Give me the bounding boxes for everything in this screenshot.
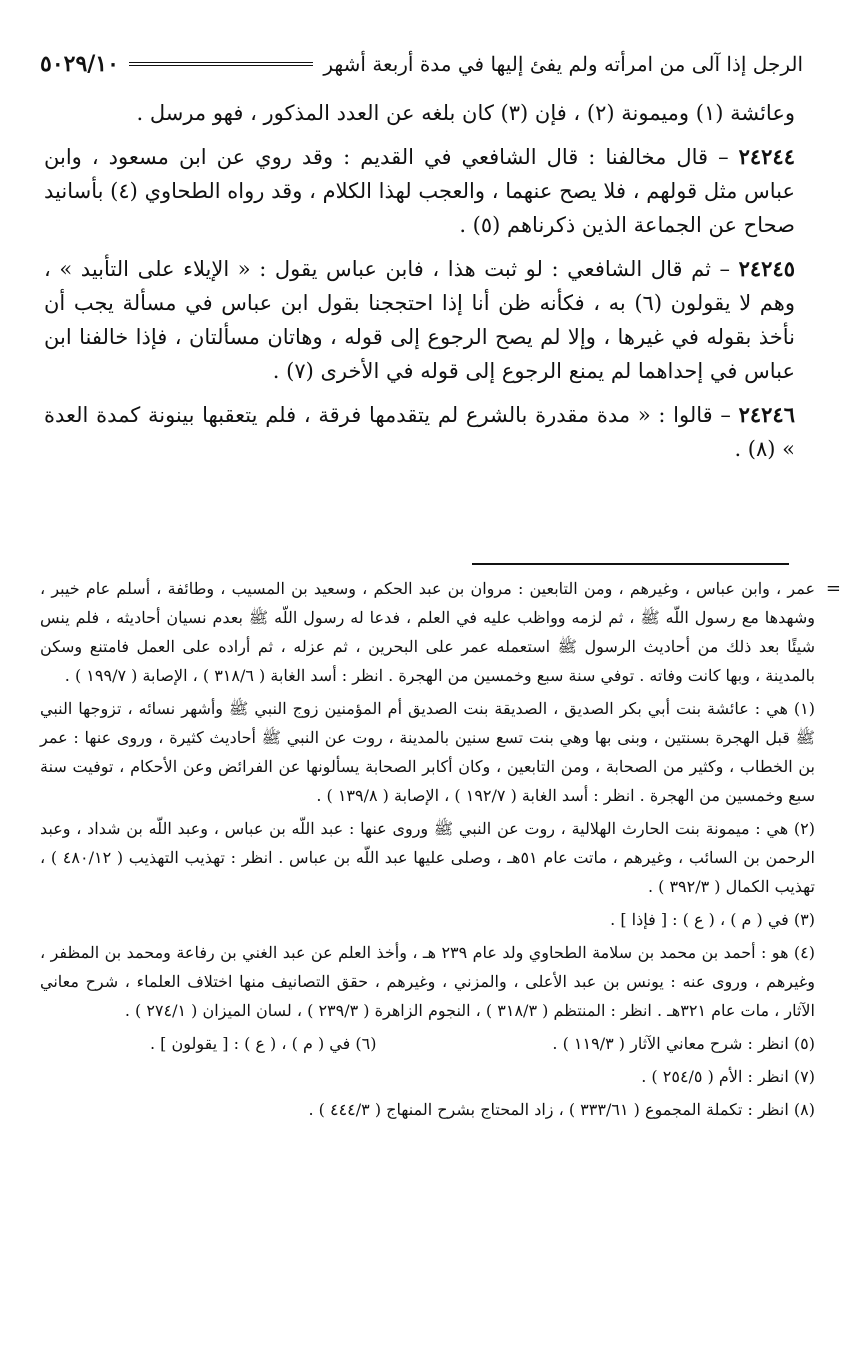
footnote-continued bbox=[40, 574, 841, 690]
paragraph-text: – قال مخالفنا : قال الشافعي في القديم : وقد روي عن ابن مسعود ، وابن عباس مثل قولهم ، فلا يصح عنهما ، والعجب لهذا الكلام ، وقد رواه الطحاوي (٤) بأسانيد صحاح عن الجماعة الذين ذكرناهم (٥) . bbox=[44, 145, 796, 237]
footnote-7: (٧) انظر : الأم ( ٢٥٤/٥ ) . bbox=[641, 1067, 815, 1086]
footnote-separator bbox=[472, 563, 789, 565]
paragraph-continued: وعائشة (١) وميمونة (٢) ، فإن (٣) كان بلغه عن العدد المذكور ، فهو مرسل . bbox=[136, 101, 795, 125]
paragraph-text: – ثم قال الشافعي : لو ثبت هذا ، فابن عباس يقول : « الإيلاء على التأبيد » ، وهم لا يقولون (٦) به ، فكأنه ظن أنا إذا احتججنا بقول ابن عباس في مسألة يجب أن نأخذ بقوله في غيرها ، وإلا لم يصح الرجوع إلى قوله ، وهاتان مسألتان ، فإذا خالفنا ابن عباس في إحداهما لم يمنع الرجوع إلى قوله في الأخرى (٧) . bbox=[44, 257, 796, 383]
header-title: الرجل إذا آلى من امرأته ولم يفئ إليها في مدة أربعة أشهر bbox=[323, 52, 803, 76]
paragraph-number: ٢٤٢٤٥ bbox=[738, 256, 795, 281]
footnote-2: (٢) هي : ميمونة بنت الحارث الهلالية ، روت عن النبي ﷺ وروى عنها : عبد اللّه بن عباس ، وعبد اللّه بن شداد ، وعبد الرحمن بن السائب ، وغيرهم ، ماتت عام ٥١هـ ، وصلى عليها عبد اللّه بن عباس . انظر : تهذيب التهذيب ( ٤٨٠/١٢ ) ، تهذيب الكمال ( ٣٩٢/٣ ) . bbox=[40, 819, 815, 896]
footnote-text: عمر ، وابن عباس ، وغيرهم ، ومن التابعين : مروان بن عبد الحكم ، وسعيد بن المسيب ، وطائفة ، أسلم عام خيبر ، وشهدها مع رسول اللّه ﷺ ، ثم لزمه وواظب عليه في العلم ، فدعا له رسول اللّه ﷺ بعدم نسيان أحاديثه ، فلم ينس شيئًا بعد ذلك من أحاديث الرسول ﷺ استعمله عمر على البحرين ، ثم عزله ، ثم أراده على العمل فامتنع وسكن بالمدينة ، وبها كانت وفاته . توفي سنة سبع وخمسين من الهجرة . انظر : أسد الغابة ( ٣١٨/٦ ) ، الإصابة ( ١٩٩/٧ ) . bbox=[40, 579, 815, 685]
paragraph-24245 bbox=[44, 252, 795, 388]
footnote-1: (١) هي : عائشة بنت أبي بكر الصديق ، الصديقة بنت الصديق أم المؤمنين زوج النبي ﷺ وأشهر نسائه ، تزوجها النبي ﷺ قبل الهجرة بسنتين ، وبنى بها وهي بنت تسع سنين بالمدينة ، روت عن النبي ﷺ أحاديث كثيرة ، وروى عنها : عمر بن الخطاب ، وكثير من الصحابة ، ومن التابعين ، وكان أكابر الصحابة يسألونها عن الفرائض وعن الأحكام ، توفيت سنة سبع وخمسين من الهجرة . انظر : أسد الغابة ( ١٩٢/٧ ) ، الإصابة ( ١٣٩/٨ ) . bbox=[40, 699, 815, 805]
running-header bbox=[40, 44, 803, 84]
paragraph-24246 bbox=[44, 398, 795, 466]
paragraph-text: – قالوا : « مدة مقدرة بالشرع لم يتقدمها فرقة ، فلم يتعقبها بينونة كمدة العدة » (٨) . bbox=[44, 403, 795, 461]
footnote-row-5-6 bbox=[40, 1029, 815, 1058]
main-text bbox=[44, 96, 795, 476]
footnote-3: (٣) في ( م ) ، ( ع ) : [ فإذا ] . bbox=[610, 910, 815, 929]
footnote-4: (٤) هو : أحمد بن محمد بن سلامة الطحاوي ولد عام ٢٣٩ هـ ، وأخذ العلم عن عبد الغني بن رفاعة ومحمد بن المظفر ، وغيرهم ، وروى عنه : يونس بن عبد الأعلى ، والمزني ، وغيرهم ، حقق التصانيف منها اختلاف العلماء ، شرح معاني الآثار ، مات عام ٣٢١هـ . انظر : المنتظم ( ٣١٨/٣ ) ، النجوم الزاهرة ( ٢٣٩/٣ ) ، لسان الميزان ( ٢٧٤/١ ) . bbox=[40, 943, 816, 1020]
paragraph-number: ٢٤٢٤٦ bbox=[738, 402, 795, 427]
paragraph-24244 bbox=[44, 140, 795, 242]
footnote-5: (٥) انظر : شرح معاني الآثار ( ١١٩/٣ ) . bbox=[552, 1034, 815, 1053]
footnotes bbox=[40, 574, 841, 1128]
footnote-6: (٦) في ( م ) ، ( ع ) : [ يقولون ] . bbox=[150, 1034, 377, 1053]
continuation-mark: = bbox=[825, 578, 841, 599]
paragraph-number: ٢٤٢٤٤ bbox=[738, 144, 795, 169]
header-rule bbox=[129, 62, 313, 66]
page-number: ٥٠٢٩/١٠ bbox=[40, 51, 119, 77]
footnote-8: (٨) انظر : تكملة المجموع ( ٣٣٣/٦١ ) ، زاد المحتاج بشرح المنهاج ( ٤٤٤/٣ ) . bbox=[308, 1100, 815, 1119]
